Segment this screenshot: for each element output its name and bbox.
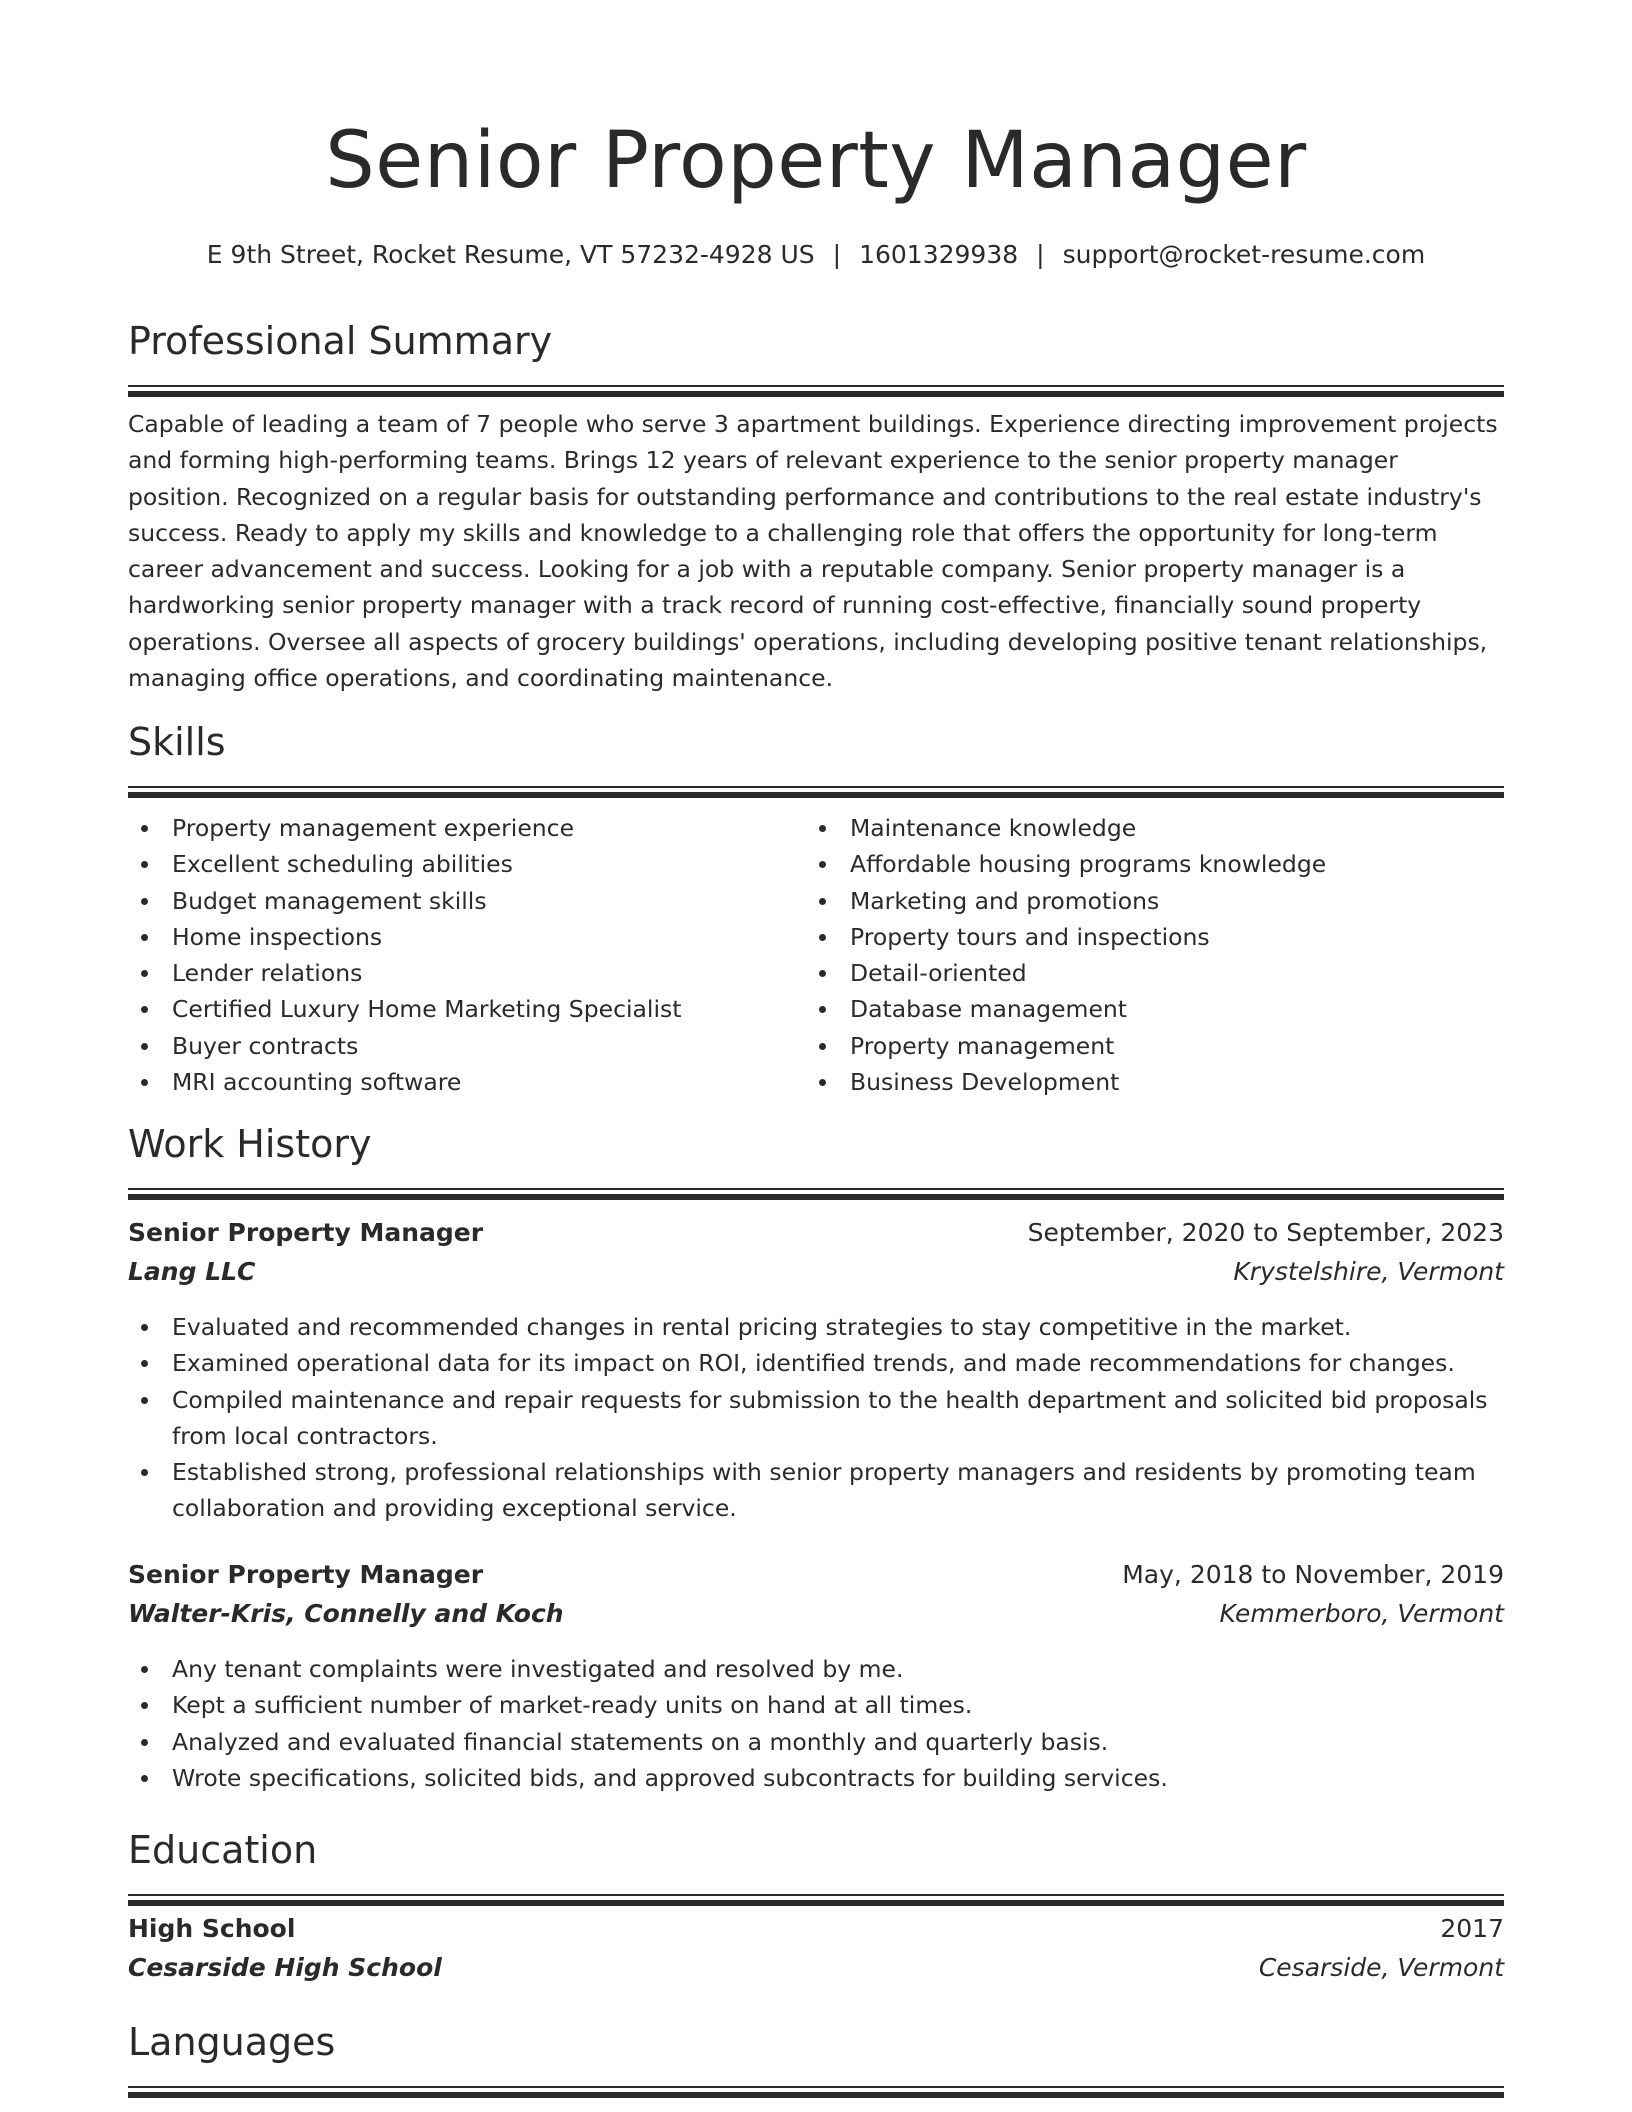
section-divider	[128, 1188, 1504, 1200]
job-duty: Wrote specifications, solicited bids, and approved subcontracts for building services.	[128, 1760, 1504, 1796]
contact-line	[128, 240, 1504, 269]
languages-section	[128, 2018, 1504, 2098]
job-duties	[128, 1651, 1504, 1796]
skill-item: Property tours and inspections	[806, 919, 1466, 955]
skill-item: Property management experience	[128, 810, 788, 846]
skills-column-right	[806, 810, 1466, 1100]
skill-item: MRI accounting software	[128, 1064, 788, 1100]
contact-phone: 1601329938	[859, 240, 1019, 269]
resume-name: Senior Property Manager	[325, 116, 1307, 206]
skill-item: Lender relations	[128, 955, 788, 991]
work-section	[128, 1120, 1504, 1200]
skill-item: Property management	[806, 1028, 1466, 1064]
skills-section	[128, 718, 1504, 798]
section-title-skills: Skills	[128, 720, 226, 764]
section-title-education: Education	[128, 1828, 318, 1872]
skill-item: Database management	[806, 991, 1466, 1027]
skill-item: Detail-oriented	[806, 955, 1466, 991]
skill-item: Marketing and promotions	[806, 883, 1466, 919]
education-degree: High School	[128, 1914, 296, 1943]
skill-item: Maintenance knowledge	[806, 810, 1466, 846]
skill-item: Affordable housing programs knowledge	[806, 846, 1466, 882]
job-dates: May, 2018 to November, 2019	[1122, 1560, 1504, 1589]
education-school: Cesarside High School	[128, 1953, 442, 1982]
skill-item: Excellent scheduling abilities	[128, 846, 788, 882]
job-duty: Established strong, professional relationships with senior property managers and residents by promoting team collaboration and providing exceptional service.	[128, 1454, 1504, 1527]
contact-separator: |	[832, 240, 842, 269]
job-duty: Analyzed and evaluated financial statements on a monthly and quarterly basis.	[128, 1724, 1504, 1760]
section-title-languages: Languages	[128, 2020, 336, 2064]
job-location: Krystelshire, Vermont	[1233, 1257, 1504, 1286]
job-duty: Examined operational data for its impact on ROI, identified trends, and made recommendations for changes.	[128, 1345, 1504, 1381]
skill-item: Certified Luxury Home Marketing Specialist	[128, 991, 788, 1027]
skill-item: Budget management skills	[128, 883, 788, 919]
job-title: Senior Property Manager	[128, 1218, 484, 1247]
education-location: Cesarside, Vermont	[1258, 1953, 1504, 1982]
job-company: Walter-Kris, Connelly and Koch	[128, 1599, 564, 1628]
summary-section	[128, 317, 1504, 397]
skills-column-left	[128, 810, 788, 1100]
job-title: Senior Property Manager	[128, 1560, 484, 1589]
section-divider	[128, 385, 1504, 397]
section-title-work: Work History	[128, 1122, 372, 1166]
contact-email: support@rocket-resume.com	[1062, 240, 1426, 269]
job-location: Kemmerboro, Vermont	[1219, 1599, 1504, 1628]
education-section	[128, 1826, 1504, 1906]
section-divider	[128, 786, 1504, 798]
job-duty: Compiled maintenance and repair requests for submission to the health department and solicited bid proposals from local contractors.	[128, 1382, 1504, 1455]
section-divider	[128, 2086, 1504, 2098]
job-dates: September, 2020 to September, 2023	[1027, 1218, 1504, 1247]
job-duty: Evaluated and recommended changes in rental pricing strategies to stay competitive in the market.	[128, 1309, 1504, 1345]
job-company: Lang LLC	[128, 1257, 256, 1286]
contact-separator: |	[1036, 240, 1045, 269]
job-duty: Kept a sufficient number of market-ready units on hand at all times.	[128, 1687, 1504, 1723]
section-divider	[128, 1894, 1504, 1906]
job-duties	[128, 1309, 1504, 1527]
section-title-summary: Professional Summary	[128, 319, 553, 363]
summary-text: Capable of leading a team of 7 people who serve 3 apartment buildings. Experience directing improvement projects and forming high-performing teams. Brings 12 years of relevant experience to the senior property manager position. Recognized on a regular basis for outstanding performance and contributions to the real estate industry's success. Ready to apply my skills and knowledge to a challenging role that offers the opportunity for long-term career advancement and success. Looking for a job with a reputable company. Senior property manager is a hardworking senior property manager with a track record of running cost-effective, financially sound property operations. Oversee all aspects of grocery buildings' operations, including developing positive tenant relationships, managing office operations, and coordinating maintenance.	[128, 410, 1498, 693]
skill-item: Buyer contracts	[128, 1028, 788, 1064]
contact-address: E 9th Street, Rocket Resume, VT 57232-4928 US	[206, 240, 815, 269]
skill-item: Business Development	[806, 1064, 1466, 1100]
skill-item: Home inspections	[128, 919, 788, 955]
education-year: 2017	[1440, 1914, 1504, 1943]
job-duty: Any tenant complaints were investigated and resolved by me.	[128, 1651, 1504, 1687]
